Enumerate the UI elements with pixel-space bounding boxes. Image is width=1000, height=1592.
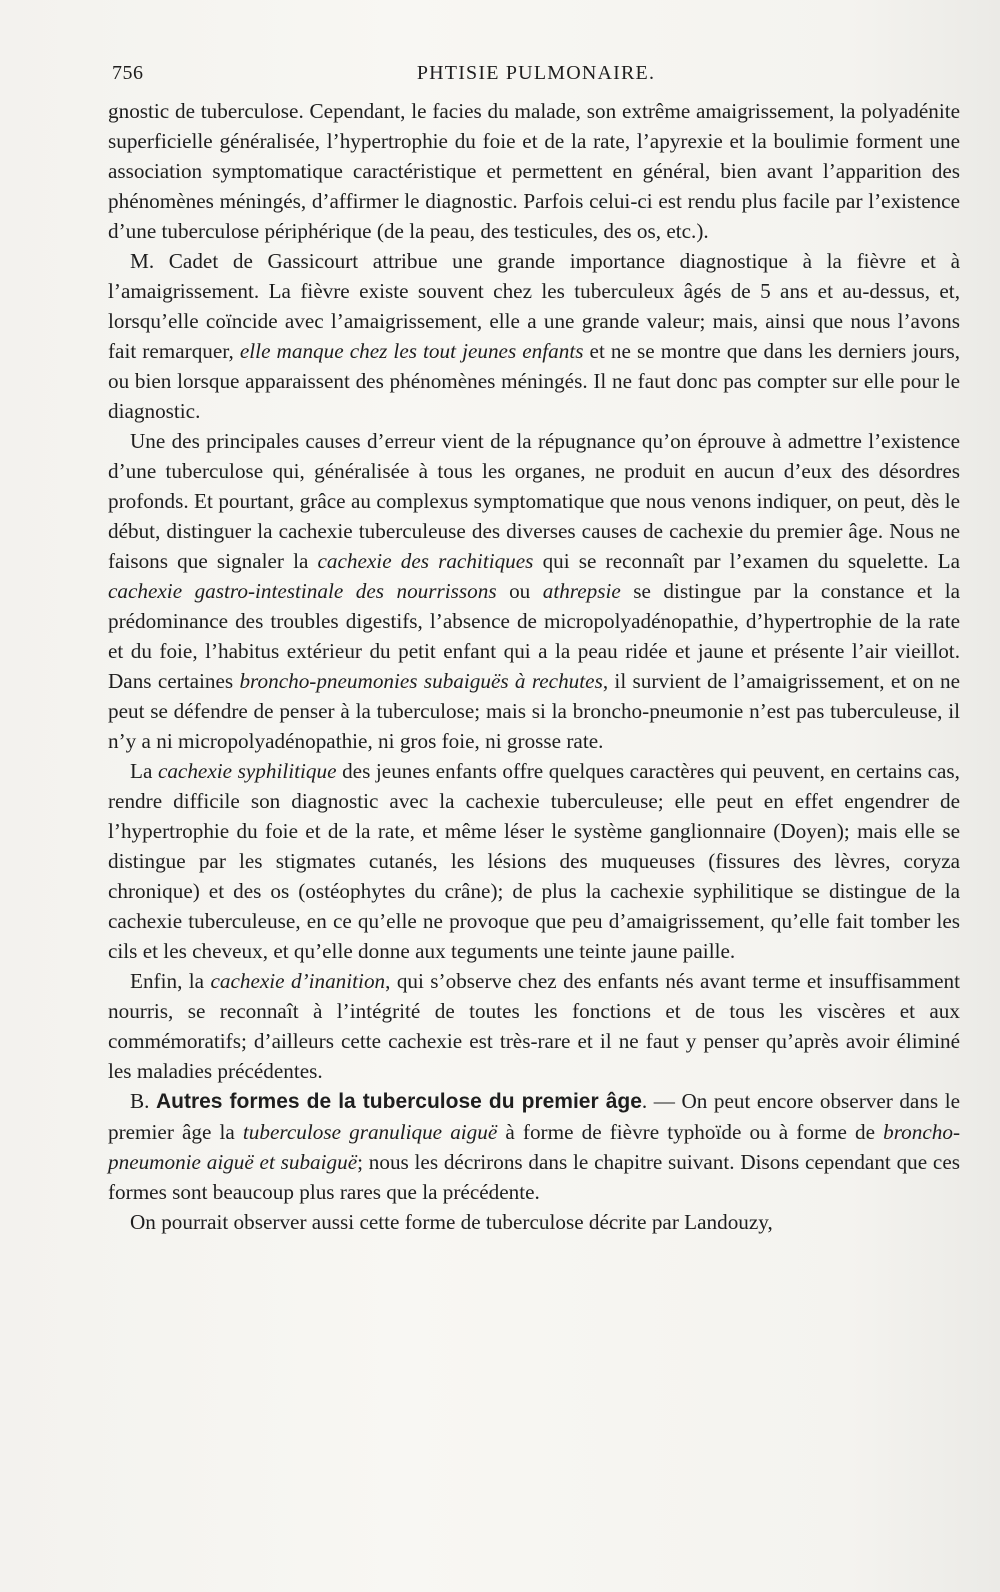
- italic-term: broncho-pneumonie aiguë et subaiguë: [108, 1120, 961, 1174]
- text-segment: La: [130, 759, 158, 783]
- text-segment: à forme de fièvre typhoïde ou à forme de: [497, 1120, 884, 1144]
- paragraph: [108, 1207, 960, 1237]
- italic-term: athrepsie: [542, 579, 621, 603]
- text-segment: se distingue par la constance et la prédominance des troubles digestifs, l’absence de micropolyadénopathie, d’hypertrophie de la rate et du foie, l’habitus extérieur du petit enfant qui a la peau ridée et jaune et présente l’air vieillot. Dans certaines: [108, 579, 960, 693]
- text-segment: On pourrait observer aussi cette forme de tuberculose décrite par Landouzy,: [130, 1210, 773, 1234]
- page-header: [112, 62, 960, 96]
- text-segment: Une des principales causes d’erreur vient de la répugnance qu’on éprouve à admettre l’existence d’une tuberculose qui, généralisée à tous les organes, ne produit en aucun d’eux des désordres profonds. Et pourtant, grâce au complexus symptomatique que nous venons indiquer, on peut, dès le début, distinguer la cachexie tuberculeuse des diverses causes de cachexie du premier âge. Nous ne faisons que signaler la: [108, 429, 960, 573]
- text-segment: ou: [496, 579, 543, 603]
- text-segment: Enfin, la: [130, 969, 211, 993]
- paragraph: [108, 966, 960, 1086]
- text-segment: , qui s’observe chez des enfants nés avant terme et insuffisamment nourris, se reconnaît à l’intégrité de toutes les fonctions et de tous les viscères et aux commémoratifs; d’ailleurs cette cachexie est très-rare et il ne faut y penser qu’après avoir éliminé les maladies précédentes.: [108, 969, 960, 1083]
- text-segment: des jeunes enfants offre quelques caractères qui peuvent, en certains cas, rendre difficile son diagnostic avec la cachexie tuberculeuse; elle peut en effet engendrer de l’hypertrophie du foie et de la rate, et même léser le système ganglionnaire (Doyen); mais elle se distingue par les stigmates cutanés, les lésions des muqueuses (fissures des lèvres, coryza chronique) et des os (ostéophytes du crâne); de plus la cachexie syphilitique se distingue de la cachexie tuberculeuse, en ce qu’elle ne provoque que peu d’amaigrissement, qu’elle fait tomber les cils et les cheveux, et qu’elle donne aux teguments une teinte jaune paille.: [108, 759, 960, 963]
- text-segment: M. Cadet de Gassicourt attribue une grande importance diagnostique à la fièvre et à l’amaigrissement. La fièvre existe souvent chez les tuberculeux âgés de 5 ans et au-dessus, et, lorsqu’elle coïncide avec l’amaigrissement, elle a une grande valeur; mais, ainsi que nous l’avons fait remarquer,: [108, 249, 960, 363]
- body-text: [108, 96, 960, 1237]
- text-segment: qui se reconnaît par l’examen du squelette. La: [533, 549, 961, 573]
- italic-term: cachexie des rachitiques: [317, 549, 534, 573]
- italic-term: cachexie d’inanition: [210, 969, 386, 993]
- text-segment: B.: [130, 1089, 156, 1113]
- italic-term: broncho-pneumonies subaiguës à rechutes: [239, 669, 603, 693]
- paragraph: [108, 1086, 960, 1207]
- running-title: PHTISIE PULMONAIRE.: [416, 62, 656, 84]
- italic-term: elle manque chez les tout jeunes enfants: [239, 339, 584, 363]
- text-segment: et ne se montre que dans les derniers jours, ou bien lorsque apparaissent des phénomènes méningés. Il ne faut donc pas compter sur elle pour le diagnostic.: [108, 339, 960, 423]
- paragraph: [108, 756, 960, 966]
- paragraph: [108, 96, 960, 246]
- text-segment: , il survient de l’amaigrissement, et on ne peut se défendre de penser à la tuberculose; mais si la broncho-pneumonie n’est pas tuberculeuse, il n’y a ni micropolyadénopathie, ni gros foie, ni grosse rate.: [108, 669, 961, 753]
- section-heading: Autres formes de la tuberculose du premier âge: [155, 1090, 642, 1113]
- text-segment: gnostic de tuberculose. Cependant, le facies du malade, son extrême amaigrissement, la polyadénite superficielle généralisée, l’hypertrophie du foie et de la rate, l’apyrexie et la boulimie forment une association symptomatique caractéristique et permettent en général, bien avant l’apparition des phénomènes méningés, d’affirmer le diagnostic. Parfois celui-ci est rendu plus facile par l’existence d’une tuberculose périphérique (de la peau, des testicules, des os, etc.).: [108, 99, 960, 243]
- page-number: 756: [112, 62, 144, 84]
- text-segment: . — On peut encore observer dans le premier âge la: [108, 1089, 960, 1144]
- paragraph: [108, 246, 960, 426]
- italic-term: cachexie gastro-intestinale des nourrissons: [108, 579, 497, 603]
- italic-term: tuberculose granulique aiguë: [242, 1120, 498, 1144]
- italic-term: cachexie syphilitique: [157, 759, 337, 783]
- text-segment: ; nous les décrirons dans le chapitre suivant. Disons cependant que ces formes sont beaucoup plus rares que la précédente.: [108, 1150, 960, 1204]
- paragraph: [108, 426, 960, 756]
